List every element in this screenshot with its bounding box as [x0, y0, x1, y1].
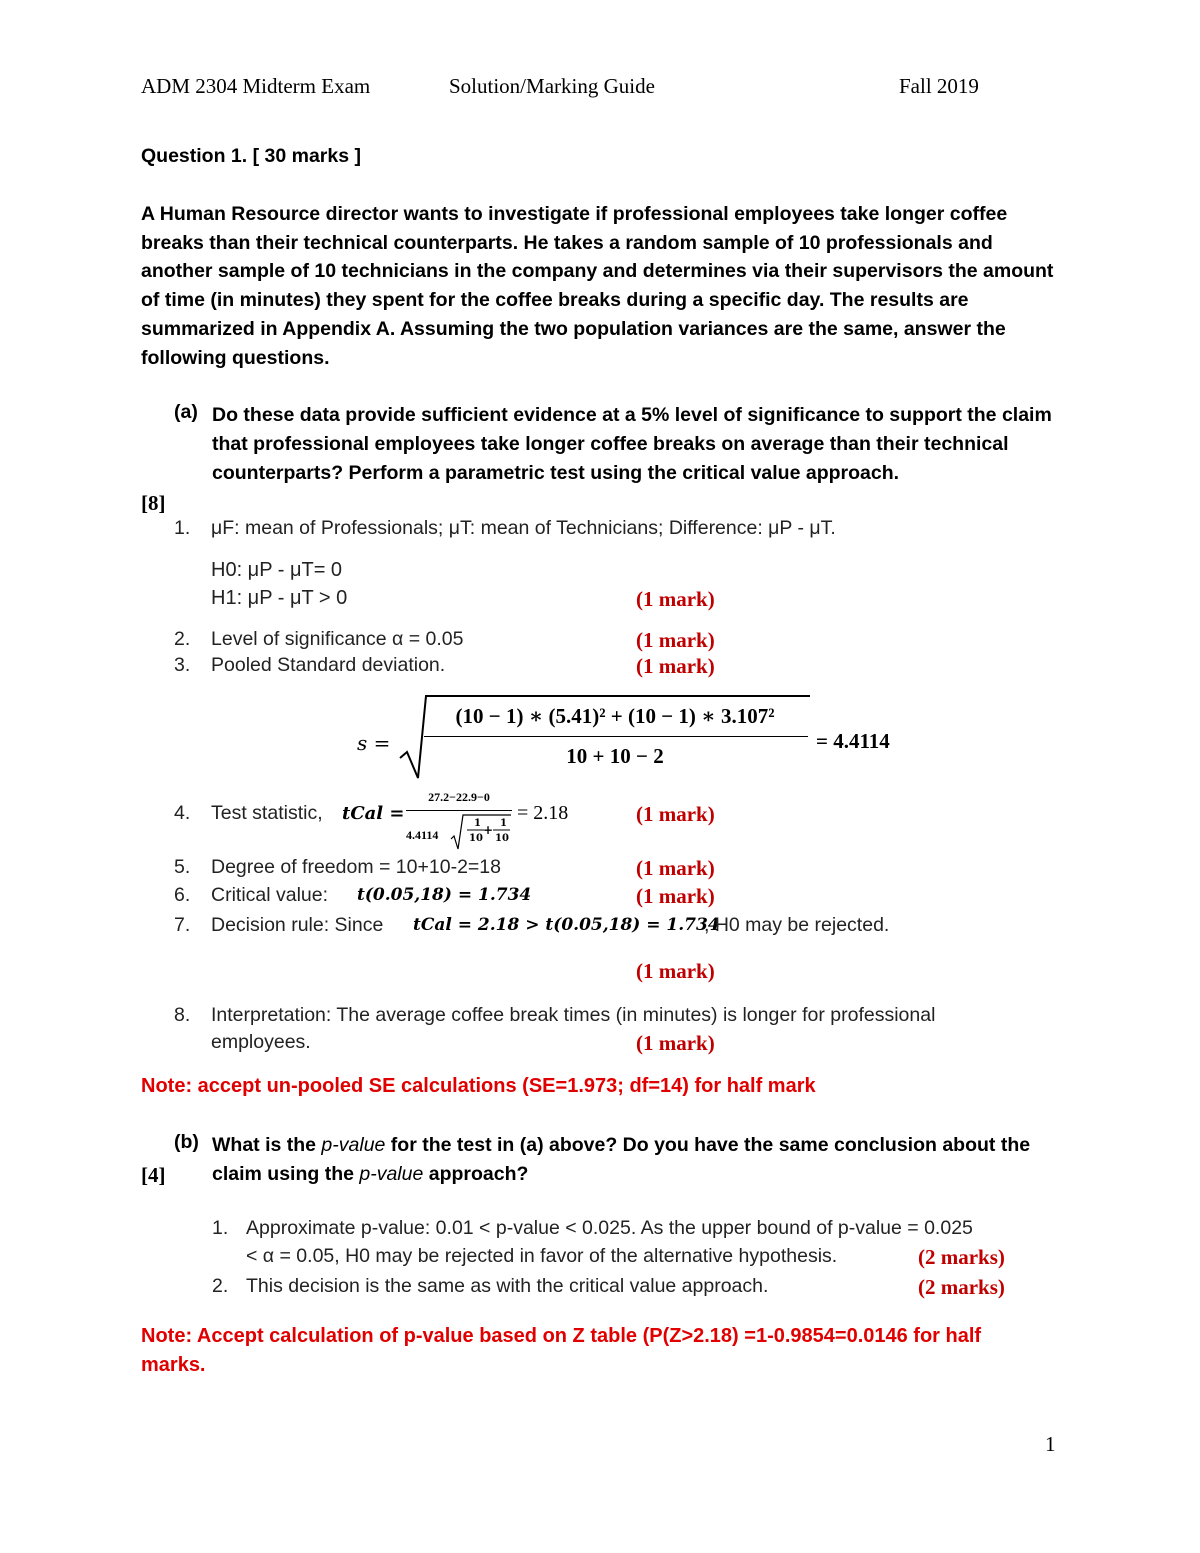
- step-8-line-2: employees.: [211, 1031, 311, 1053]
- mark-step-1: (1 mark): [636, 587, 715, 611]
- alt-hypothesis: H1: μP - μT > 0: [211, 587, 348, 609]
- step-8-line-1: Interpretation: The average coffee break times (in minutes) is longer for professional: [211, 1004, 936, 1026]
- b-step-1-line-1: Approximate p-value: 0.01 < p-value < 0.025. As the upper bound of p-value = 0.025: [246, 1217, 973, 1239]
- critical-value: t(0.05,18) = 1.734: [357, 885, 532, 905]
- part-a-label: (a): [174, 401, 198, 423]
- b-step-1-line-2: < α = 0.05, H0 may be rejected in favor of the alternative hypothesis.: [246, 1245, 838, 1267]
- mark-step-7: (1 mark): [636, 959, 715, 983]
- part-b-label: (b): [174, 1131, 199, 1153]
- t-stat-fraction-bar: [406, 810, 512, 811]
- decision-tail: , H0 may be rejected.: [704, 914, 890, 936]
- part-a-text: Do these data provide sufficient evidence at a 5% level of significance to support the claim that professional employees take longer coffee breaks on average than their technical counterparts? Perform a parametric test using the critical value approach.: [212, 404, 1052, 484]
- b-step-2-text: This decision is the same as with the critical value approach.: [246, 1275, 769, 1297]
- b-step-2-number: 2.: [212, 1275, 229, 1297]
- b-step-1-number: 1.: [212, 1217, 229, 1239]
- part-b-pvalue-1: p-value: [321, 1134, 386, 1156]
- mark-step-3: (1 mark): [636, 654, 715, 678]
- formula-lhs: s =: [357, 731, 391, 755]
- mark-step-8: (1 mark): [636, 1031, 715, 1055]
- svg-text:+: +: [483, 823, 494, 837]
- part-b-text-2: for the test in (a) above? Do you have the same conclusion about the claim using the: [212, 1134, 1031, 1185]
- header-course: ADM 2304 Midterm Exam: [141, 74, 371, 98]
- part-a-marks: [8]: [141, 491, 166, 515]
- header-term: Fall 2019: [899, 74, 979, 98]
- mark-step-2: (1 mark): [636, 628, 715, 652]
- page-number: 1: [1045, 1432, 1056, 1456]
- formula-numerator: (10 − 1) ∗ (5.41)² + (10 − 1) ∗ 3.107²: [455, 704, 775, 728]
- part-b-text: [212, 1131, 1072, 1189]
- null-hypothesis: H0: μP - μT= 0: [211, 559, 343, 581]
- step-4-number: 4.: [174, 802, 191, 824]
- t-stat-result: = 2.18: [517, 802, 569, 824]
- svg-text:1: 1: [500, 818, 507, 829]
- header-title: Solution/Marking Guide: [449, 74, 655, 98]
- step-6-number: 6.: [174, 884, 191, 906]
- step-3-text: Pooled Standard deviation.: [211, 654, 446, 676]
- part-b-text-3: approach?: [423, 1163, 529, 1185]
- part-b-pvalue-2: p-value: [359, 1163, 424, 1185]
- mark-b-step-2: (2 marks): [918, 1275, 1005, 1299]
- decision-math: tCal = 2.18 > t(0.05,18) = 1.734: [413, 915, 720, 935]
- step-7-number: 7.: [174, 914, 191, 936]
- step-4-text: Test statistic,: [211, 802, 323, 824]
- step-8-number: 8.: [174, 1004, 191, 1026]
- question-intro: A Human Resource director wants to investigate if professional employees take longer coffee breaks than their technical counterparts. He takes a random sample of 10 professionals and another sample of 10 technicians in the company and determines via their supervisors the amount of time (in minutes) they spent for the coffee breaks during a specific day. The results are summarized in Appendix A. Assuming the two population variances are the same, answer the following questions.: [141, 203, 1054, 369]
- formula-result: = 4.4114: [816, 729, 890, 753]
- t-stat-numerator: 27.2−22.9−0: [428, 790, 490, 804]
- step-1-text: μF: mean of Professionals; μT: mean of Technicians; Difference: μP - μT.: [211, 517, 836, 539]
- note-part-b-line-1: Note: Accept calculation of p-value based on Z table (P(Z>2.18) =1-0.9854=0.0146 for half: [141, 1325, 982, 1347]
- question-title: Question 1. [ 30 marks ]: [141, 145, 361, 167]
- svg-text:10: 10: [495, 833, 509, 844]
- note-part-b-line-2: marks.: [141, 1354, 206, 1376]
- step-3-number: 3.: [174, 654, 191, 676]
- part-b-marks: [4]: [141, 1163, 166, 1187]
- mark-b-step-1: (2 marks): [918, 1245, 1005, 1269]
- t-stat-denominator: 4.4114: [406, 828, 439, 842]
- step-5-text: Degree of freedom = 10+10-2=18: [211, 856, 501, 878]
- step-2-number: 2.: [174, 628, 191, 650]
- note-part-a: Note: accept un-pooled SE calculations (SE=1.973; df=14) for half mark: [141, 1075, 816, 1097]
- svg-text:10: 10: [469, 833, 483, 844]
- step-1-number: 1.: [174, 517, 191, 539]
- step-2-text: Level of significance α = 0.05: [211, 628, 464, 650]
- mark-step-5: (1 mark): [636, 856, 715, 880]
- part-b-text-1: What is the: [212, 1134, 322, 1156]
- mark-step-6: (1 mark): [636, 884, 715, 908]
- step-7-text: Decision rule: Since: [211, 914, 384, 936]
- formula-fraction-bar: [424, 736, 808, 737]
- svg-text:1: 1: [474, 818, 481, 829]
- t-cal-label: tCal =: [342, 803, 405, 824]
- formula-denominator: 10 + 10 − 2: [566, 744, 664, 768]
- mark-step-4: (1 mark): [636, 802, 715, 826]
- t-stat-sqrt: [450, 813, 512, 851]
- step-5-number: 5.: [174, 856, 191, 878]
- step-6-text: Critical value:: [211, 884, 329, 906]
